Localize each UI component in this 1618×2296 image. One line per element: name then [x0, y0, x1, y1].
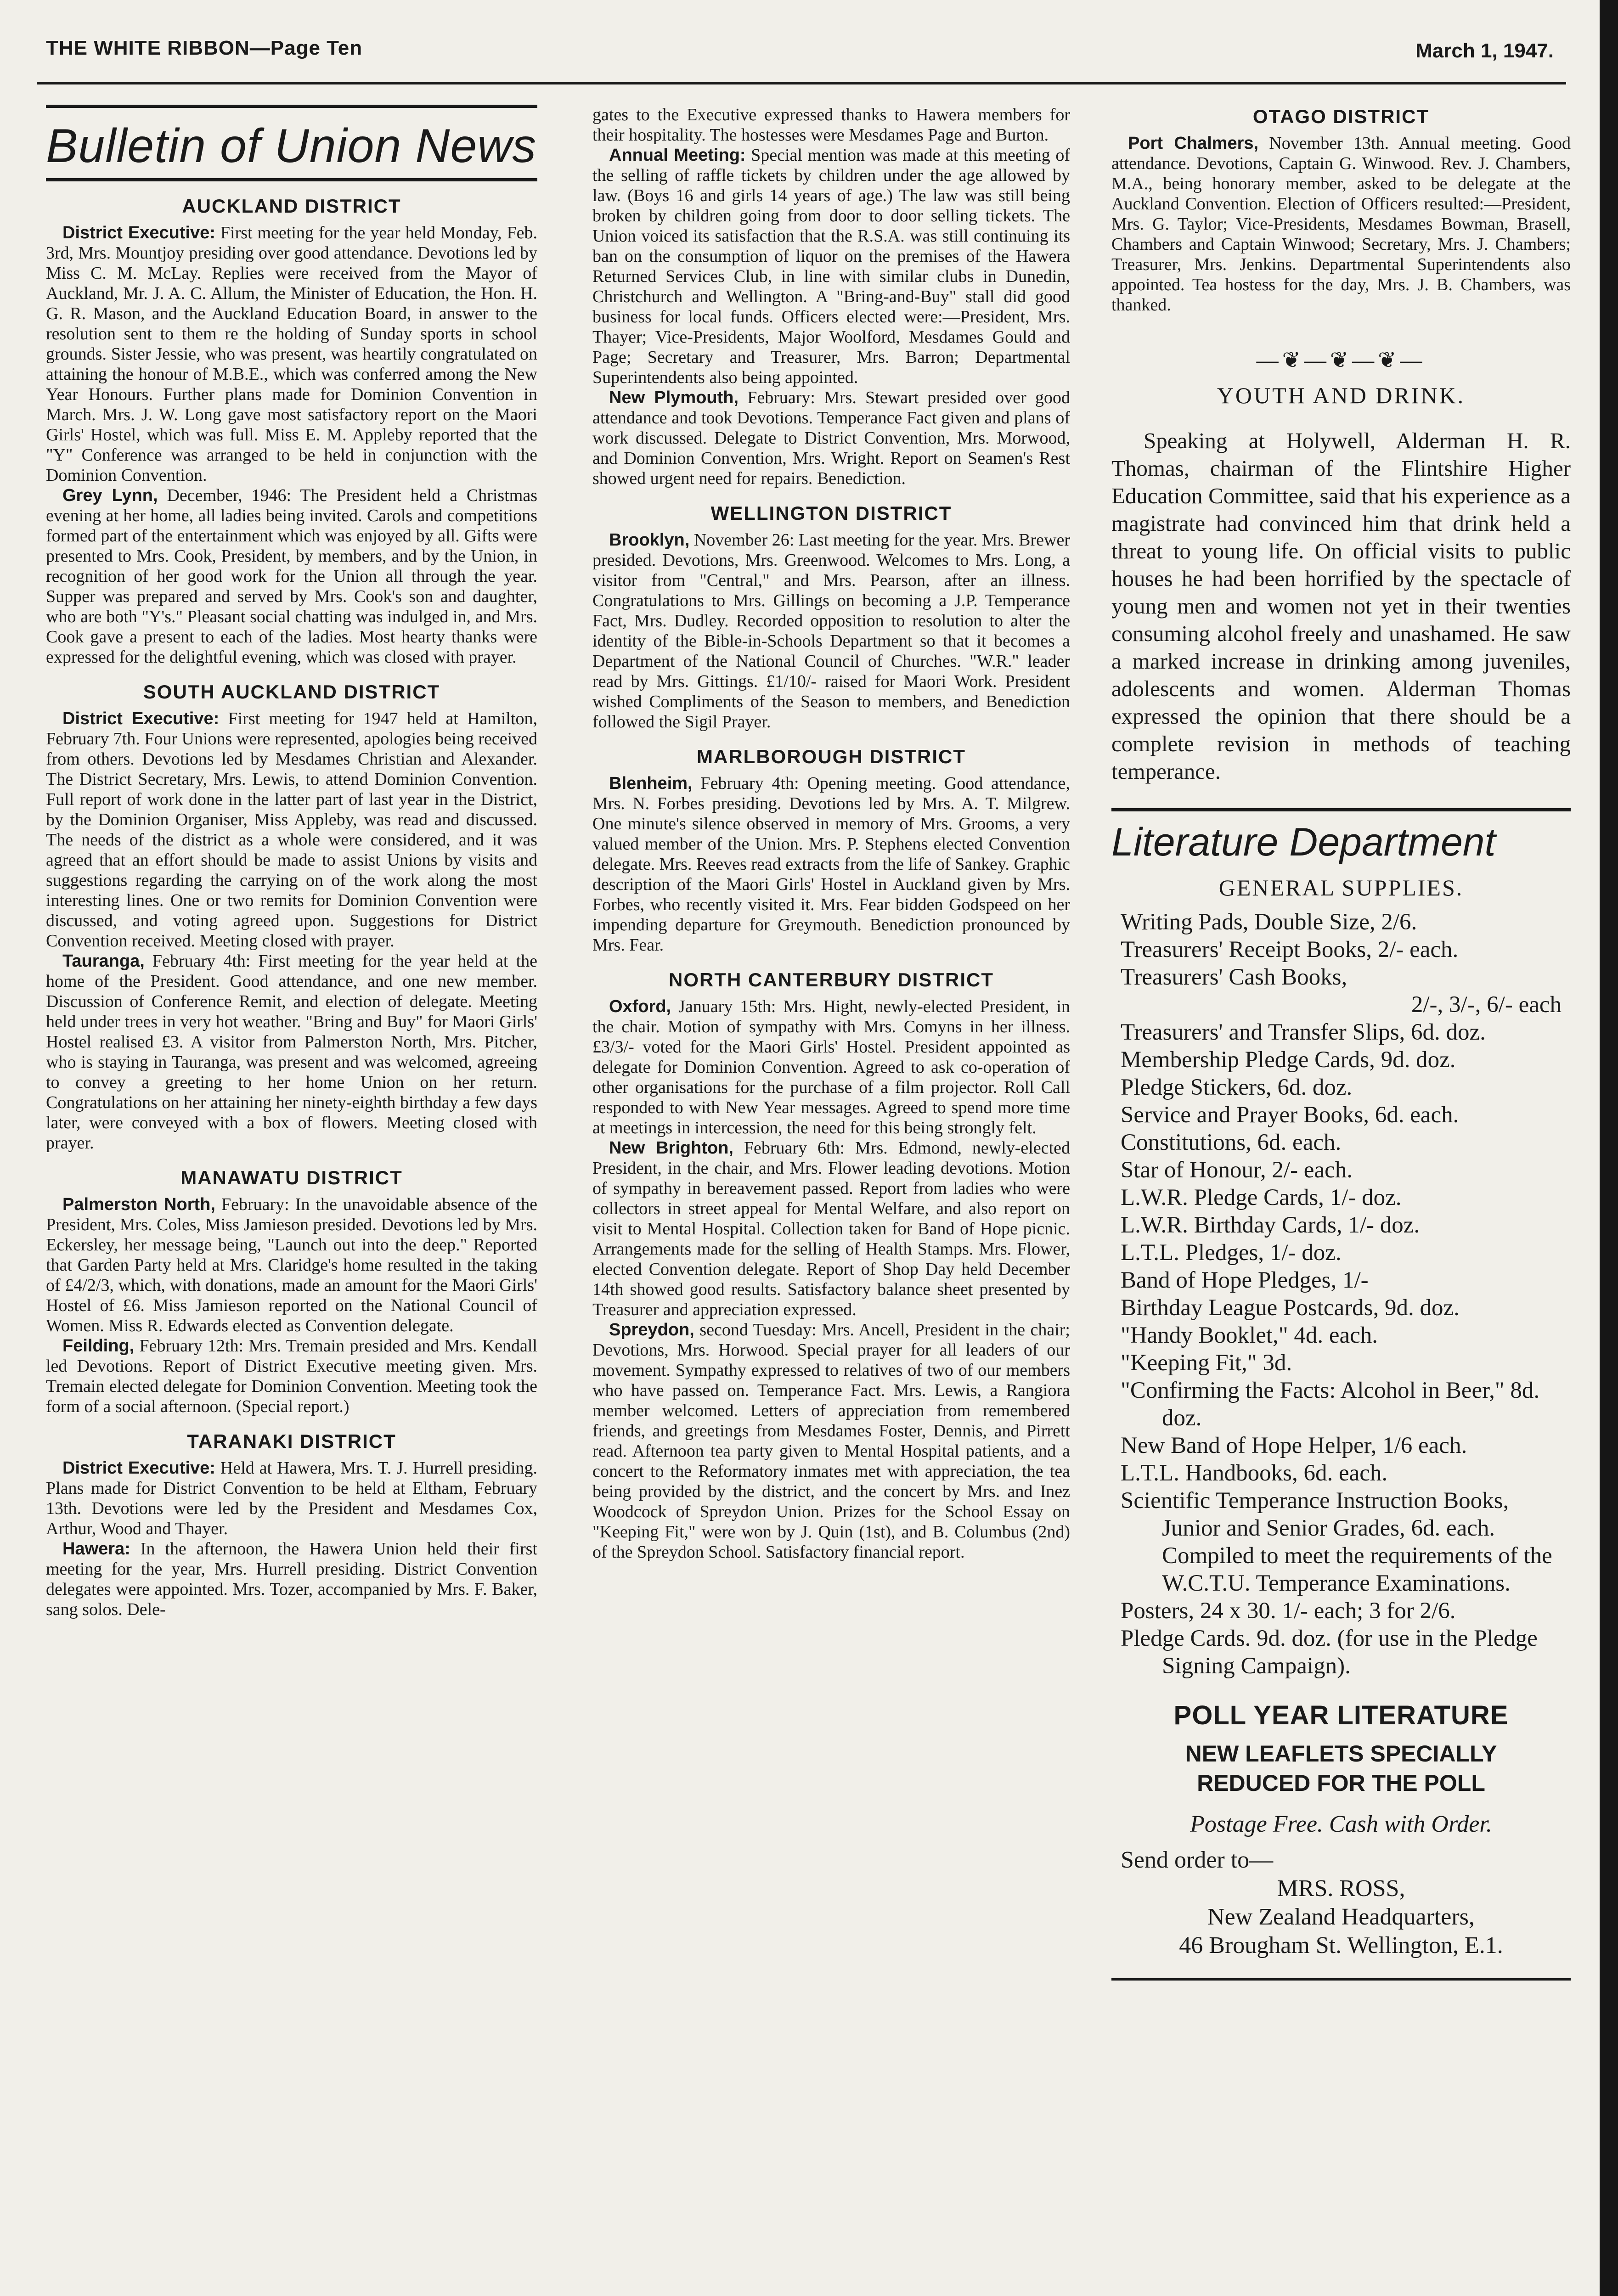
supply-item: Treasurers' and Transfer Slips, 6d. doz. — [1121, 1019, 1486, 1045]
supply-item: "Keeping Fit," 3d. — [1121, 1350, 1292, 1376]
north-canterbury-title: NORTH CANTERBURY DISTRICT — [669, 969, 994, 990]
issue-date: March 1, 1947. — [1415, 39, 1554, 62]
supply-item: "Handy Booklet," 4d. each. — [1121, 1322, 1378, 1348]
spreydon-report: Spreydon, second Tuesday: Mrs. Ancell, President in the chair; Devotions, Mrs. Horwood. Special prayer for all leaders of our movement. Sympathy expressed to relatives of two of our members who have passed on. Temperance Fact. Mrs. Lewis, a Rangiora member welcomed. Letters of appreciation from remembered friends, and greetings from Mesdames Foster, Dennis, and Pirrett read. Afternoon tea party given to Mental Hospital patients, and a concert to the Reformatory inmates met with appreciation, the tea being provided by the district, and the concert by Mrs. and Inez Woodcock of Spreydon Union. Prizes for the School Essay on "Keeping Fit," were won by J. Quin (1st), and B. Columbus (2nd) of the Spreydon School. Satisfactory financial report. — [592, 1320, 1070, 1562]
supplies-list — [1111, 908, 1571, 1680]
supply-item: Scientific Temperance Instruction Books, Junior and Senior Grades, 6d. each. Compiled to meet the requirements of the W.C.T.U. Temperance Examinations. — [1121, 1488, 1552, 1596]
supply-item: New Band of Hope Helper, 1/6 each. — [1121, 1433, 1467, 1458]
bottom-rule — [1111, 1978, 1571, 1981]
contact-name: MRS. ROSS, — [1277, 1875, 1405, 1902]
running-head-title: THE WHITE RIBBON—Page Ten — [46, 37, 363, 59]
youth-and-drink-body: Speaking at Holywell, Alderman H. R. Thomas, chairman of the Flintshire Higher Education Committee, said that his experience as a magistrate had convinced him that drink held a threat to young life. On official visits to public houses he had been horrified by the spectacle of young men and women not yet in their twenties consuming alcohol freely and unashamed. He saw a marked increase in drinking among juveniles, adolescents and women. Alderman Thomas expressed the opinion that there should be a complete revision in methods of teaching temperance. — [1111, 428, 1571, 784]
youth-and-drink-title: YOUTH AND DRINK. — [1217, 383, 1466, 408]
literature-rule — [1111, 808, 1571, 811]
bulletin-title: Bulletin of Union News — [46, 119, 537, 173]
page-edge — [1600, 0, 1618, 2296]
grey-lynn-report: Grey Lynn, December, 1946: The President held a Christmas evening at her home, all ladies being invited. Carols and competitions formed part of the entertainment which was enjoyed by all. Gifts were presented to Mrs. Cook, President, by members, and by the Union, in recognition of her good work for the Union all through the year. Supper was prepared and served by Mrs. Cook's son and daughter, who are both "Y's." Pleasant social chatting was indulged in, and Mrs. Cook gave a present to each of the ladies. Most hearty thanks were expressed for the delightful evening, which was closed with prayer. — [46, 486, 537, 667]
taranaki-executive-report: District Executive: Held at Hawera, Mrs. T. J. Hurrell presiding. Plans made for District Convention to be held at Eltham, February 13th. Devotions were led by the President and Mesdames Cox, Arthur, Wood and Thayer. — [46, 1458, 538, 1538]
title-rule-bottom — [46, 178, 537, 181]
palmerston-north-report: Palmerston North, February: In the unavoidable absence of the President, Mrs. Coles, Miss Jamieson presided. Devotions led by Mrs. Eckersley, her message being, "Launch out into the deep." Reported that Garden Party held at Mrs. Claridge's home resulted in the taking of £4/2/3, which, with donations, made an amount for the Maori Girls' Hostel of £6. Miss Jamieson reported on the National Council of Women. Miss R. Edwards elected as Convention delegate. — [46, 1195, 537, 1335]
supply-item: Birthday League Postcards, 9d. doz. — [1121, 1295, 1460, 1321]
general-supplies-title: GENERAL SUPPLIES. — [1218, 875, 1464, 900]
supply-item-prices: 2/-, 3/-, 6/- each — [1411, 992, 1562, 1018]
auckland-executive-report: District Executive: First meeting for the year held Monday, Feb. 3rd, Mrs. Mountjoy presiding over good attendance. Devotions led by Miss C. M. McLay. Replies were received from the Mayor of Auckland, Mr. J. A. C. Allum, the Minister of Education, the Hon. H. G. R. Mason, and the Auckland Education Board, in answer to the resolution sent to them re the holding of Sunday sports in school grounds. Sister Jessie, who was present, was heartily congratulated on attaining the honour of M.B.E., which was conferred among the New Year Honours. Further plans made for Dominion Convention in March. Mrs. J. W. Long gave most satisfactory report on the Maori Girls' Hostel, which was full. Miss E. M. Appleby reported that the "Y" Conference was arranged to be held in conjunction with the Dominion Convention. — [46, 223, 538, 485]
taranaki-title: TARANAKI DISTRICT — [187, 1430, 396, 1452]
supply-item: L.T.L. Handbooks, 6d. each. — [1121, 1460, 1388, 1486]
port-chalmers-report: Port Chalmers, November 13th. Annual meeting. Good attendance. Devotions, Captain G. Winwood. Rev. J. Chambers, M.A., being honorary member, asked to be delegate at the Auckland Convention. Election of Officers resulted:—President, Mrs. G. Taylor; Vice-Presidents, Mesdames Bowman, Brasell, Chambers and Captain Winwood; Secretary, Mrs. J. Chambers; Treasurer, Mrs. Jenkins. Departmental Superintendents also appointed. Tea hostess for the day, Mrs. J. B. Chambers, was thanked. — [1111, 134, 1571, 315]
hawera-report: Hawera: In the afternoon, the Hawera Union held their first meeting for the year, Mrs. Hurrell presiding. District Convention delegates were appointed. Mrs. Tozer, accompanied by Mrs. F. Baker, sang solos. Dele- — [46, 1539, 537, 1619]
supply-item: Service and Prayer Books, 6d. each. — [1121, 1102, 1459, 1128]
supply-item: Membership Pledge Cards, 9d. doz. — [1121, 1047, 1456, 1073]
marlborough-title: MARLBOROUGH DISTRICT — [697, 746, 966, 767]
tauranga-report: Tauranga, February 4th: First meeting for the year held at the home of the President. Good attendance, and one new member. Discussion of Conference Remit, and election of delegate. Meeting held under trees in very hot weather. "Bring and Buy" for Maori Girls' Hostel realised £3. A visitor from Palmerston North, Mrs. Pitcher, who is staying in Tauranga, was present and was welcomed, agreeing to convey a greeting to her home Union on her return. Congratulations on her attaining her ninety-eighth birthday a few days later, were conveyed with a box of flowers. Meeting closed with prayer. — [46, 951, 537, 1153]
supply-item: Posters, 24 x 30. 1/- each; 3 for 2/6. — [1121, 1598, 1456, 1624]
supply-item: Star of Honour, 2/- each. — [1121, 1157, 1353, 1183]
wellington-title: WELLINGTON DISTRICT — [710, 502, 952, 524]
feilding-report: Feilding, February 12th: Mrs. Tremain presided and Mrs. Kendall led Devotions. Report of District Executive meeting given. Mrs. Tremain elected delegate for Dominion Convention. Meeting took the form of a social afternoon. (Special report.) — [46, 1336, 537, 1416]
supply-item: Writing Pads, Double Size, 2/6. — [1121, 909, 1417, 935]
supply-item: Treasurers' Receipt Books, 2/- each. — [1121, 937, 1459, 962]
hawera-report-continued: gates to the Executive expressed thanks to Hawera members for their hospitality. The hostesses were Mesdames Page and Burton. — [592, 105, 1070, 145]
section-ornament: —❦—❦—❦— — [1256, 348, 1426, 372]
supply-item: Band of Hope Pledges, 1/- — [1121, 1267, 1369, 1293]
supply-item: Constitutions, 6d. each. — [1121, 1130, 1342, 1155]
south-auckland-title: SOUTH AUCKLAND DISTRICT — [143, 681, 440, 703]
south-auckland-executive-report: District Executive: First meeting for 1947 held at Hamilton, February 7th. Four Unions were represented, apologies being received from others. Devotions led by Mesdames Christian and Alexander. The District Secretary, Mrs. Lewis, to attend Dominion Convention. Full report of work done in the latter part of last year in the District, by the Dominion Organiser, Miss Appleby, was read and discussed. The needs of the district as a whole were considered, and it was agreed that an effort should be made to assist Unions by visits and suggestions regarding the carrying on of the work along the most interesting lines. One or two remits for Dominion Convention were discussed, and voting agreed upon. Suggestions for District Convention received. Meeting closed with prayer. — [46, 709, 537, 951]
auckland-title: AUCKLAND DISTRICT — [182, 195, 401, 217]
title-rule-top — [46, 105, 537, 108]
column-1 — [46, 105, 537, 1620]
header-rule — [37, 82, 1566, 84]
hawera-annual-meeting-report: Annual Meeting: Special mention was made at this meeting of the selling of raffle tickets by children under the age allowed by law. (Boys 16 and girls 14 years of age.) The law was still being broken by children going from door to door selling tickets. The Union voiced its satisfaction that the R.S.A. was still continuing its ban on the consumption of liquor on the premises of the Hawera Returned Services Club, in line with similar clubs in Dunedin, Christchurch and Wellington. A "Bring-and-Buy" stall did good business for local funds. Officers elected were:—President, Mrs. Thayer; Vice-Presidents, Major Woolford, Mesdames Gould and Page; Secretary and Treasurer, Mrs. Barron; Departmental Superintendents also being appointed. — [592, 146, 1070, 387]
supply-item: L.W.R. Pledge Cards, 1/- doz. — [1121, 1185, 1402, 1210]
supply-item: Treasurers' Cash Books, — [1121, 964, 1347, 990]
contact-organisation: New Zealand Headquarters, — [1207, 1904, 1475, 1930]
poll-year-literature-title: POLL YEAR LITERATURE — [1173, 1700, 1509, 1730]
column-3 — [1111, 105, 1571, 1981]
literature-department-title: Literature Department — [1111, 820, 1496, 864]
new-brighton-report: New Brighton, February 6th: Mrs. Edmond, newly-elected President, in the chair, and Mrs. Flower leading devotions. Motion of sympathy in bereavement passed. Report from ladies who were collectors in street appeal for Mental Welfare, and also report on visit to Mental Hospital. Collection taken for Band of Hope picnic. Arrangements made for the selling of Health Stamps. Mrs. Flower, elected Convention delegate. Report of Shop Day held December 14th showed good results. Satisfactory balance sheet presented by Treasurer and appreciation expressed. — [592, 1138, 1070, 1319]
oxford-report: Oxford, January 15th: Mrs. Hight, newly-elected President, in the chair. Motion of sympathy with Mrs. Comyns in her illness. £3/3/- voted for the Maori Girls' Hostel. President appointed as delegate for Dominion Convention. Agreed to ask co-operation of other organisations for the purchase of a film projector. Roll Call responded to with New Year messages. Agreed to spend more time at meetings in intercession, the need for this being strongly felt. — [592, 997, 1070, 1137]
order-terms: Postage Free. Cash with Order. — [1190, 1811, 1492, 1837]
otago-title: OTAGO DISTRICT — [1252, 106, 1430, 127]
manawatu-title: MANAWATU DISTRICT — [180, 1167, 403, 1188]
supply-item: L.T.L. Pledges, 1/- doz. — [1121, 1240, 1342, 1266]
supply-item: Pledge Stickers, 6d. doz. — [1121, 1075, 1353, 1100]
supply-item: "Confirming the Facts: Alcohol in Beer," 8d. doz. — [1121, 1378, 1540, 1431]
column-2 — [592, 105, 1070, 1562]
new-plymouth-report: New Plymouth, February: Mrs. Stewart presided over good attendance and took Devotions. Temperance Fact given and plans of work discussed. Delegate to District Convention, Mrs. Morwood, and Dominion Convention, Mrs. Wright. Report on Seamen's Rest showed urgent need for repairs. Benediction. — [592, 388, 1070, 488]
poll-leaflets-notice: NEW LEAFLETS SPECIALLY REDUCED FOR THE POLL — [1185, 1741, 1497, 1796]
supply-item: L.W.R. Birthday Cards, 1/- doz. — [1121, 1212, 1420, 1238]
contact-address: 46 Brougham St. Wellington, E.1. — [1179, 1932, 1503, 1958]
brooklyn-report: Brooklyn, November 26: Last meeting for the year. Mrs. Brewer presided. Devotions, Mrs. Greenwood. Welcomes to Mrs. Long, a visitor from "Central," and Mrs. Pearson, after an illness. Congratulations to Mrs. Gillings on becoming a J.P. Temperance Fact, Mrs. Dudley. Recorded opposition to resolution to alter the identity of the Bible-in-Schools Department so that it becomes a Department of the National Council of Churches. "W.R." leader read by Mrs. Gittings. £1/10/- raised for Maori Work. President wished Compliments of the Season to members, and Benediction followed the Sigil Prayer. — [592, 530, 1070, 732]
blenheim-report: Blenheim, February 4th: Opening meeting. Good attendance, Mrs. N. Forbes presiding. Devotions led by Mrs. A. T. Milgrew. One minute's silence observed in memory of Mrs. Grooms, a very valued member of the Union. Mrs. P. Stephens elected Convention delegate. Mrs. Reeves read extracts from the life of Sankey. Graphic description of the Maori Girls' Hostel in Auckland given by Mrs. Forbes, who recently visited it. Mrs. Fear bidden Godspeed on her impending departure for Greymouth. Benediction pronounced by Mrs. Fear. — [592, 774, 1070, 955]
send-order-label: Send order to— — [1121, 1847, 1274, 1873]
supply-item: Pledge Cards. 9d. doz. (for use in the Pledge Signing Campaign). — [1121, 1626, 1538, 1679]
running-head — [46, 37, 1554, 69]
